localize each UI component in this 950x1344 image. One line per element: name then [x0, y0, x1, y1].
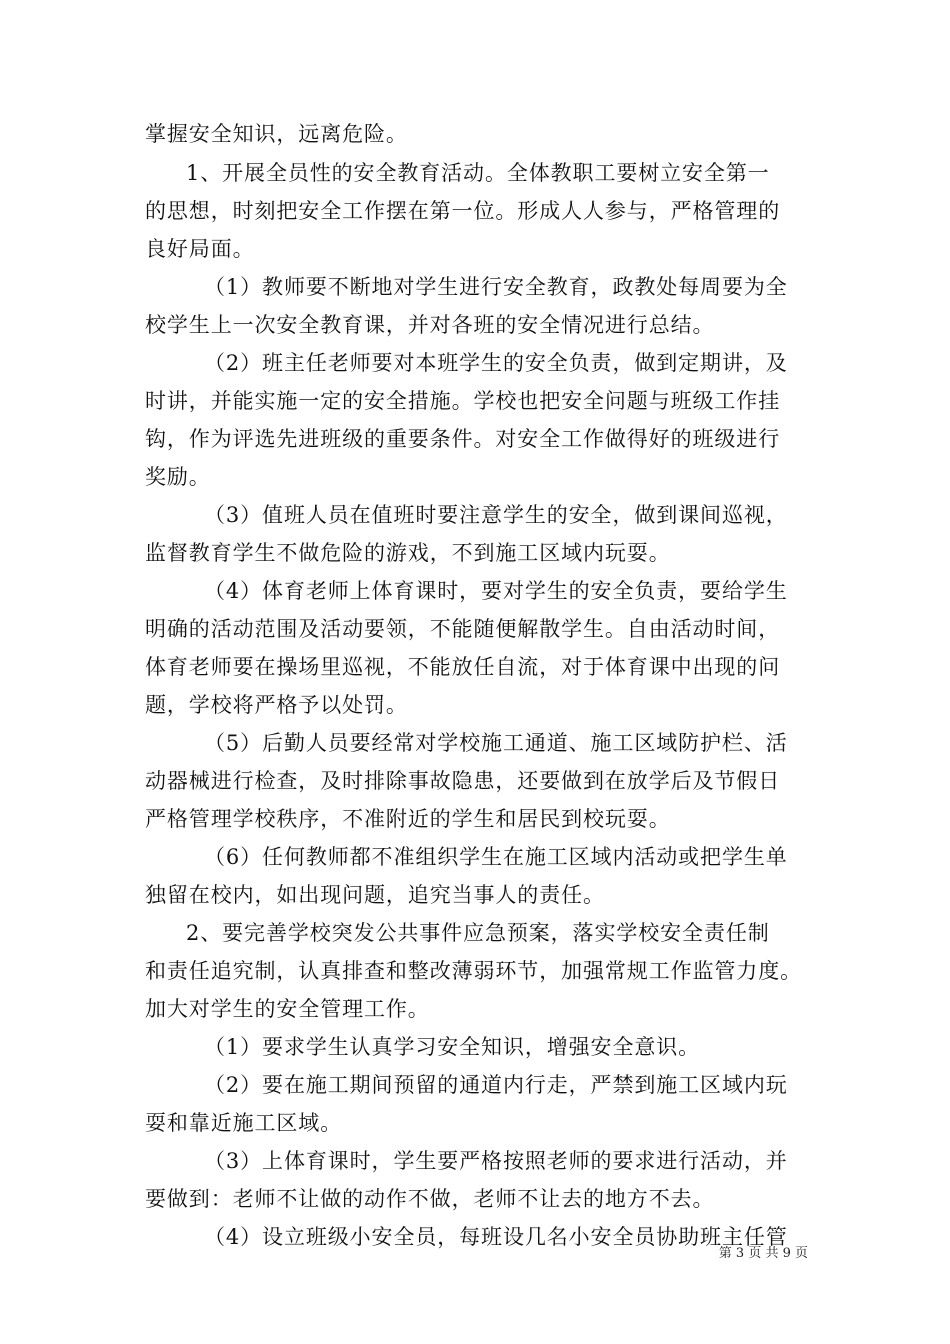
text-line: 耍和靠近施工区域。 — [145, 1111, 343, 1135]
page-number: 第 3 页 共 9 页 — [718, 1246, 808, 1261]
text-line: 时讲，并能实施一定的安全措施。学校也把安全问题与班级工作挂 — [145, 389, 781, 413]
text-line: 严格管理学校秩序，不准附近的学生和居民到校玩耍。 — [145, 807, 671, 831]
text-line: 动器械进行检查，及时排除事故隐患，还要做到在放学后及节假日 — [145, 769, 781, 793]
text-line: 加大对学生的安全管理工作。 — [145, 997, 430, 1021]
text-line: 良好局面。 — [145, 237, 255, 261]
text-line: 要做到：老师不让做的动作不做，老师不让去的地方不去。 — [145, 1187, 715, 1211]
text-line: 独留在校内，如出现问题，追究当事人的责任。 — [145, 883, 605, 907]
text-line: 的思想，时刻把安全工作摆在第一位。形成人人参与，严格管理的 — [145, 199, 781, 223]
text-line: 奖励。 — [145, 465, 211, 489]
text-line: 体育老师要在操场里巡视，不能放任自流，对于体育课中出现的问 — [145, 655, 781, 679]
text-line: （4）体育老师上体育课时，要对学生的安全负责，要给学生 — [204, 579, 788, 603]
text-line: （2）要在施工期间预留的通道内行走，严禁到施工区域内玩 — [204, 1073, 788, 1097]
text-line: 钩，作为评选先进班级的重要条件。对安全工作做得好的班级进行 — [145, 427, 781, 451]
text-line: 1、开展全员性的安全教育活动。全体教职工要树立安全第一 — [186, 161, 770, 185]
text-line: （6）任何教师都不准组织学生在施工区域内活动或把学生单 — [204, 845, 788, 869]
text-line: 校学生上一次安全教育课，并对各班的安全情况进行总结。 — [145, 313, 715, 337]
text-line: （1）教师要不断地对学生进行安全教育，政教处每周要为全 — [204, 275, 788, 299]
text-line: （5）后勤人员要经常对学校施工通道、施工区域防护栏、活 — [204, 731, 788, 755]
text-line: 和责任追究制，认真排查和整改薄弱环节，加强常规工作监管力度。 — [145, 959, 802, 983]
text-line: 2、要完善学校突发公共事件应急预案，落实学校安全责任制 — [186, 921, 770, 945]
text-line: （3）上体育课时，学生要严格按照老师的要求进行活动，并 — [204, 1149, 788, 1173]
text-line: （4）设立班级小安全员，每班设几名小安全员协助班主任管 — [204, 1225, 788, 1249]
text-line: 掌握安全知识，远离危险。 — [145, 122, 408, 146]
text-line: （3）值班人员在值班时要注意学生的安全，做到课间巡视， — [204, 503, 788, 527]
text-line: （1）要求学生认真学习安全知识，增强安全意识。 — [204, 1035, 701, 1059]
text-line: （2）班主任老师要对本班学生的安全负责，做到定期讲，及 — [204, 351, 788, 375]
text-line: 监督教育学生不做危险的游戏，不到施工区域内玩耍。 — [145, 541, 671, 565]
text-line: 题，学校将严格予以处罚。 — [145, 693, 408, 717]
text-line: 明确的活动范围及活动要领，不能随便解散学生。自由活动时间， — [145, 617, 781, 641]
